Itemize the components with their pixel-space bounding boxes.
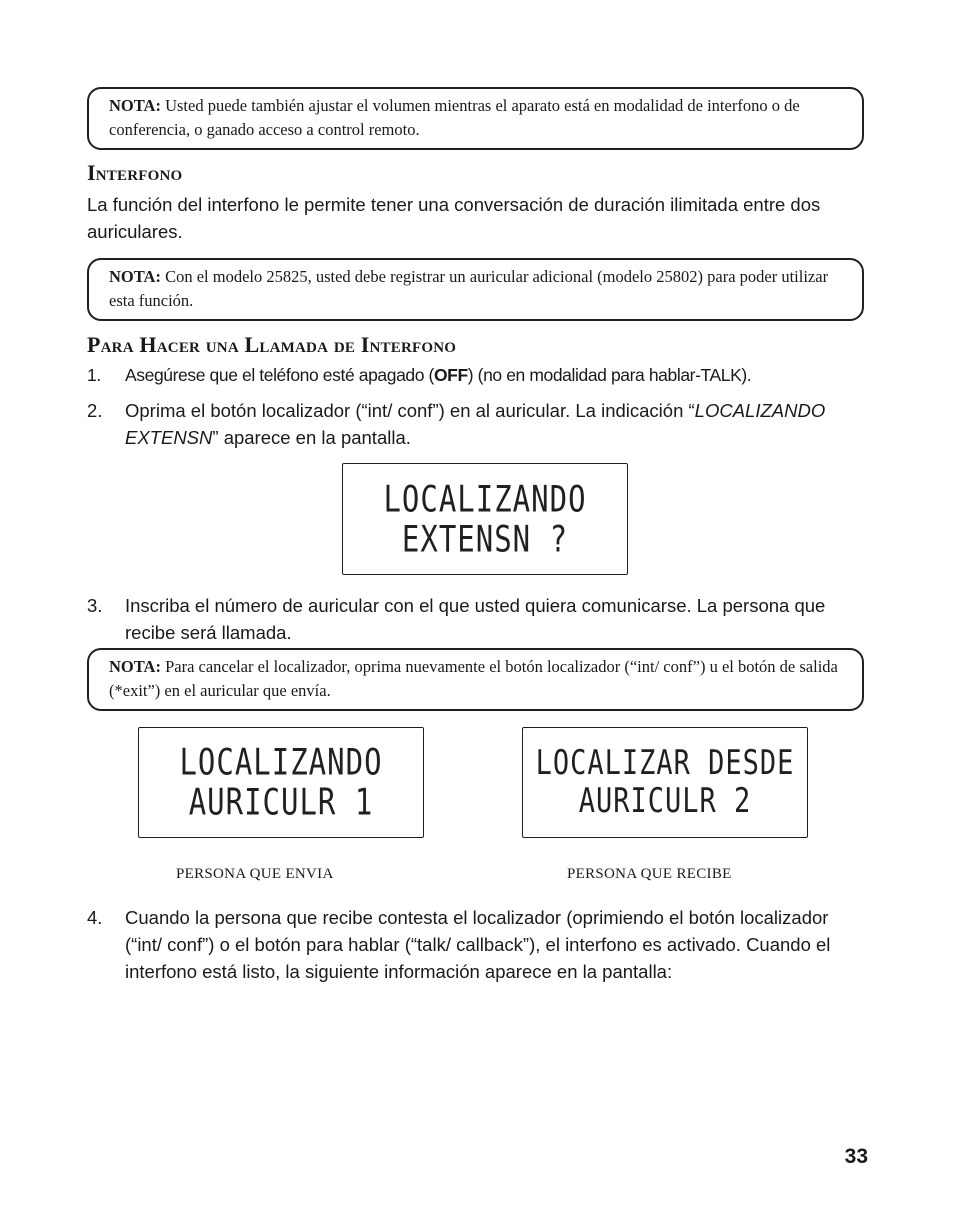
step-4 <box>87 904 867 985</box>
note-volume <box>87 87 864 150</box>
lcd-line-2: EXTENSN ? <box>401 517 569 560</box>
step-text <box>125 397 867 451</box>
step-text <box>125 362 867 389</box>
step-text-part: Oprima el botón localizador (“int/ conf”) en al auricular. La indicación “ <box>125 400 695 421</box>
lcd-line-1: LOCALIZANDO <box>383 477 587 520</box>
step-text: Cuando la persona que recibe contesta el localizador (oprimiendo el botón localizador (“int/ conf”) o el botón para hablar (“talk/ callback”), el interfono es activado. Cuando el interfono está listo, la siguiente información aparece en la pantalla: <box>125 907 831 982</box>
caption-receiver: PERSONA QUE RECIBE <box>567 866 732 882</box>
lcd-line-1: LOCALIZAR DESDE <box>535 744 795 783</box>
section-heading-interfono: Interfono <box>87 160 183 185</box>
step-text-bold: OFF <box>433 365 468 385</box>
step-number: 3. <box>87 595 103 616</box>
page-number: 33 <box>844 1145 868 1168</box>
lcd-display-receiver <box>522 727 808 838</box>
note-text: Usted puede también ajustar el volumen mientras el aparato está en modalidad de interfono o de conferencia, o ganado acceso a control remoto. <box>109 96 800 139</box>
step-text-italic: LOCALIZANDO EXTENSN <box>125 400 826 448</box>
step-1 <box>87 362 867 389</box>
note-model <box>87 258 864 321</box>
lcd-line-2: AURICULR 1 <box>188 780 374 824</box>
caption-sender: PERSONA QUE ENVIA <box>176 866 334 882</box>
note-label: NOTA: <box>109 267 161 286</box>
step-number: 4. <box>87 907 103 928</box>
lcd-line-1: LOCALIZANDO <box>179 740 383 784</box>
section-heading-llamada: Para Hacer una Llamada de Interfono <box>87 332 457 357</box>
note-label: NOTA: <box>109 657 161 676</box>
section-intro-text: La función del interfono le permite tener una conversación de duración ilimitada entre dos auriculares. <box>87 194 821 242</box>
step-text-part: ” aparece en la pantalla. <box>212 427 411 448</box>
note-text: Con el modelo 25825, usted debe registrar un auricular adicional (modelo 25802) para poder utilizar esta función. <box>109 267 829 310</box>
note-cancel <box>87 648 864 711</box>
step-2 <box>87 397 867 451</box>
step-number: 2. <box>87 400 103 421</box>
lcd-display-localizando <box>342 463 628 575</box>
step-text: Inscriba el número de auricular con el que usted quiera comunicarse. La persona que recibe será llamada. <box>125 595 826 643</box>
lcd-display-sender <box>138 727 424 838</box>
step-3 <box>87 592 867 646</box>
note-label: NOTA: <box>109 96 161 115</box>
lcd-line-2: AURICULR 2 <box>578 782 752 821</box>
step-number: 1. <box>87 365 101 385</box>
note-text: Para cancelar el localizador, oprima nuevamente el botón localizador (“int/ conf”) u el botón de salida (*exit”) en el auricular que envía. <box>109 657 838 700</box>
step-text-part: ) (no en modalidad para hablar-TALK). <box>467 365 752 385</box>
step-text-part: Asegúrese que el teléfono esté apagado ( <box>125 365 434 385</box>
